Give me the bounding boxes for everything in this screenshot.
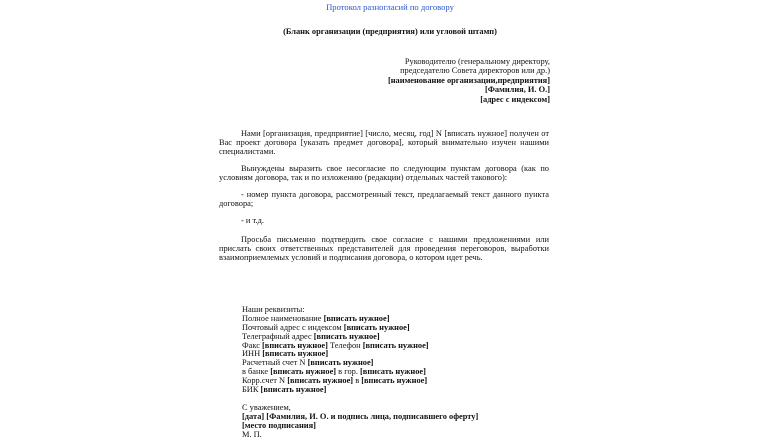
requisite-line: Факс [вписать нужное] Телефон [вписать нужное] xyxy=(242,340,429,350)
requisites-block xyxy=(242,305,429,394)
addressee-line: [адрес с индексом] xyxy=(480,94,550,104)
requisite-line: Телеграфный адрес [вписать нужное] xyxy=(242,331,380,341)
addressee-line: [Фамилия, И. О.] xyxy=(484,85,550,95)
paragraph-request xyxy=(219,235,549,263)
requisite-line: Корр.счет N [вписать нужное] в [вписать нужное] xyxy=(242,376,428,386)
paragraph-text: Вынуждены выразить свое несогласие по следующим пунктам договора (как по условиям договора, так и по изложению (редакции) отдельных частей такового): xyxy=(219,164,549,183)
requisite-line: Почтовый адрес с индексом [вписать нужное] xyxy=(242,322,410,332)
paragraph-etc xyxy=(219,216,549,225)
paragraph-text: Нами [организация, предприятие] [число, месяц, год] N [вписать нужное] получен от Вас проект договора [указать предмет договора], который внимательно изучен нашими специалистами. xyxy=(219,129,549,157)
paragraph-text: Просьба письменно подтвердить свое согласие с нашими предложениями или прислать своих ответственных представителей для проведения переговоров, выработки взаимоприемлемых условий и подписания договора, о котором идет речь. xyxy=(219,235,549,263)
requisite-line: Расчетный счет N [вписать нужное] xyxy=(242,358,374,368)
signature-regards: С уважением, xyxy=(242,403,291,412)
addressee-line: председателю Совета директоров или др.) xyxy=(400,66,550,76)
paragraph-text: - и т.д. xyxy=(241,216,264,225)
requisite-line: Полное наименование [вписать нужное] xyxy=(242,313,390,323)
paragraph-disagreement xyxy=(219,164,549,182)
paragraph-item xyxy=(219,190,549,208)
addressee-line: Руководителю (генеральному директору, xyxy=(404,57,550,66)
requisite-line: ИНН [вписать нужное] xyxy=(242,349,329,359)
paragraph-text: - номер пункта договора, рассмотренный текст, предлагаемый текст данного пункта договора; xyxy=(219,190,549,209)
signature-stamp: М. П. xyxy=(242,429,262,439)
paragraph-received xyxy=(219,129,549,157)
requisite-line: в банке [вписать нужное] в гор. [вписать нужное] xyxy=(242,367,426,377)
signature-date-name: [дата] [Фамилия, И. О. и подпись лица, подписавшего оферту] xyxy=(242,411,479,421)
signature-block xyxy=(242,403,478,439)
addressee-line: [наименование организации,предприятия] xyxy=(387,75,550,85)
letterhead-placeholder-heading: (Бланк организации (предприятия) или угловой штамп) xyxy=(283,27,497,36)
document-title-link[interactable]: Протокол разногласий по договору xyxy=(326,2,454,12)
requisites-header: Наши реквизиты: xyxy=(242,305,305,314)
signature-place: [место подписания] xyxy=(242,420,316,430)
requisite-line: БИК [вписать нужное] xyxy=(242,385,327,395)
addressee-block xyxy=(388,57,550,104)
